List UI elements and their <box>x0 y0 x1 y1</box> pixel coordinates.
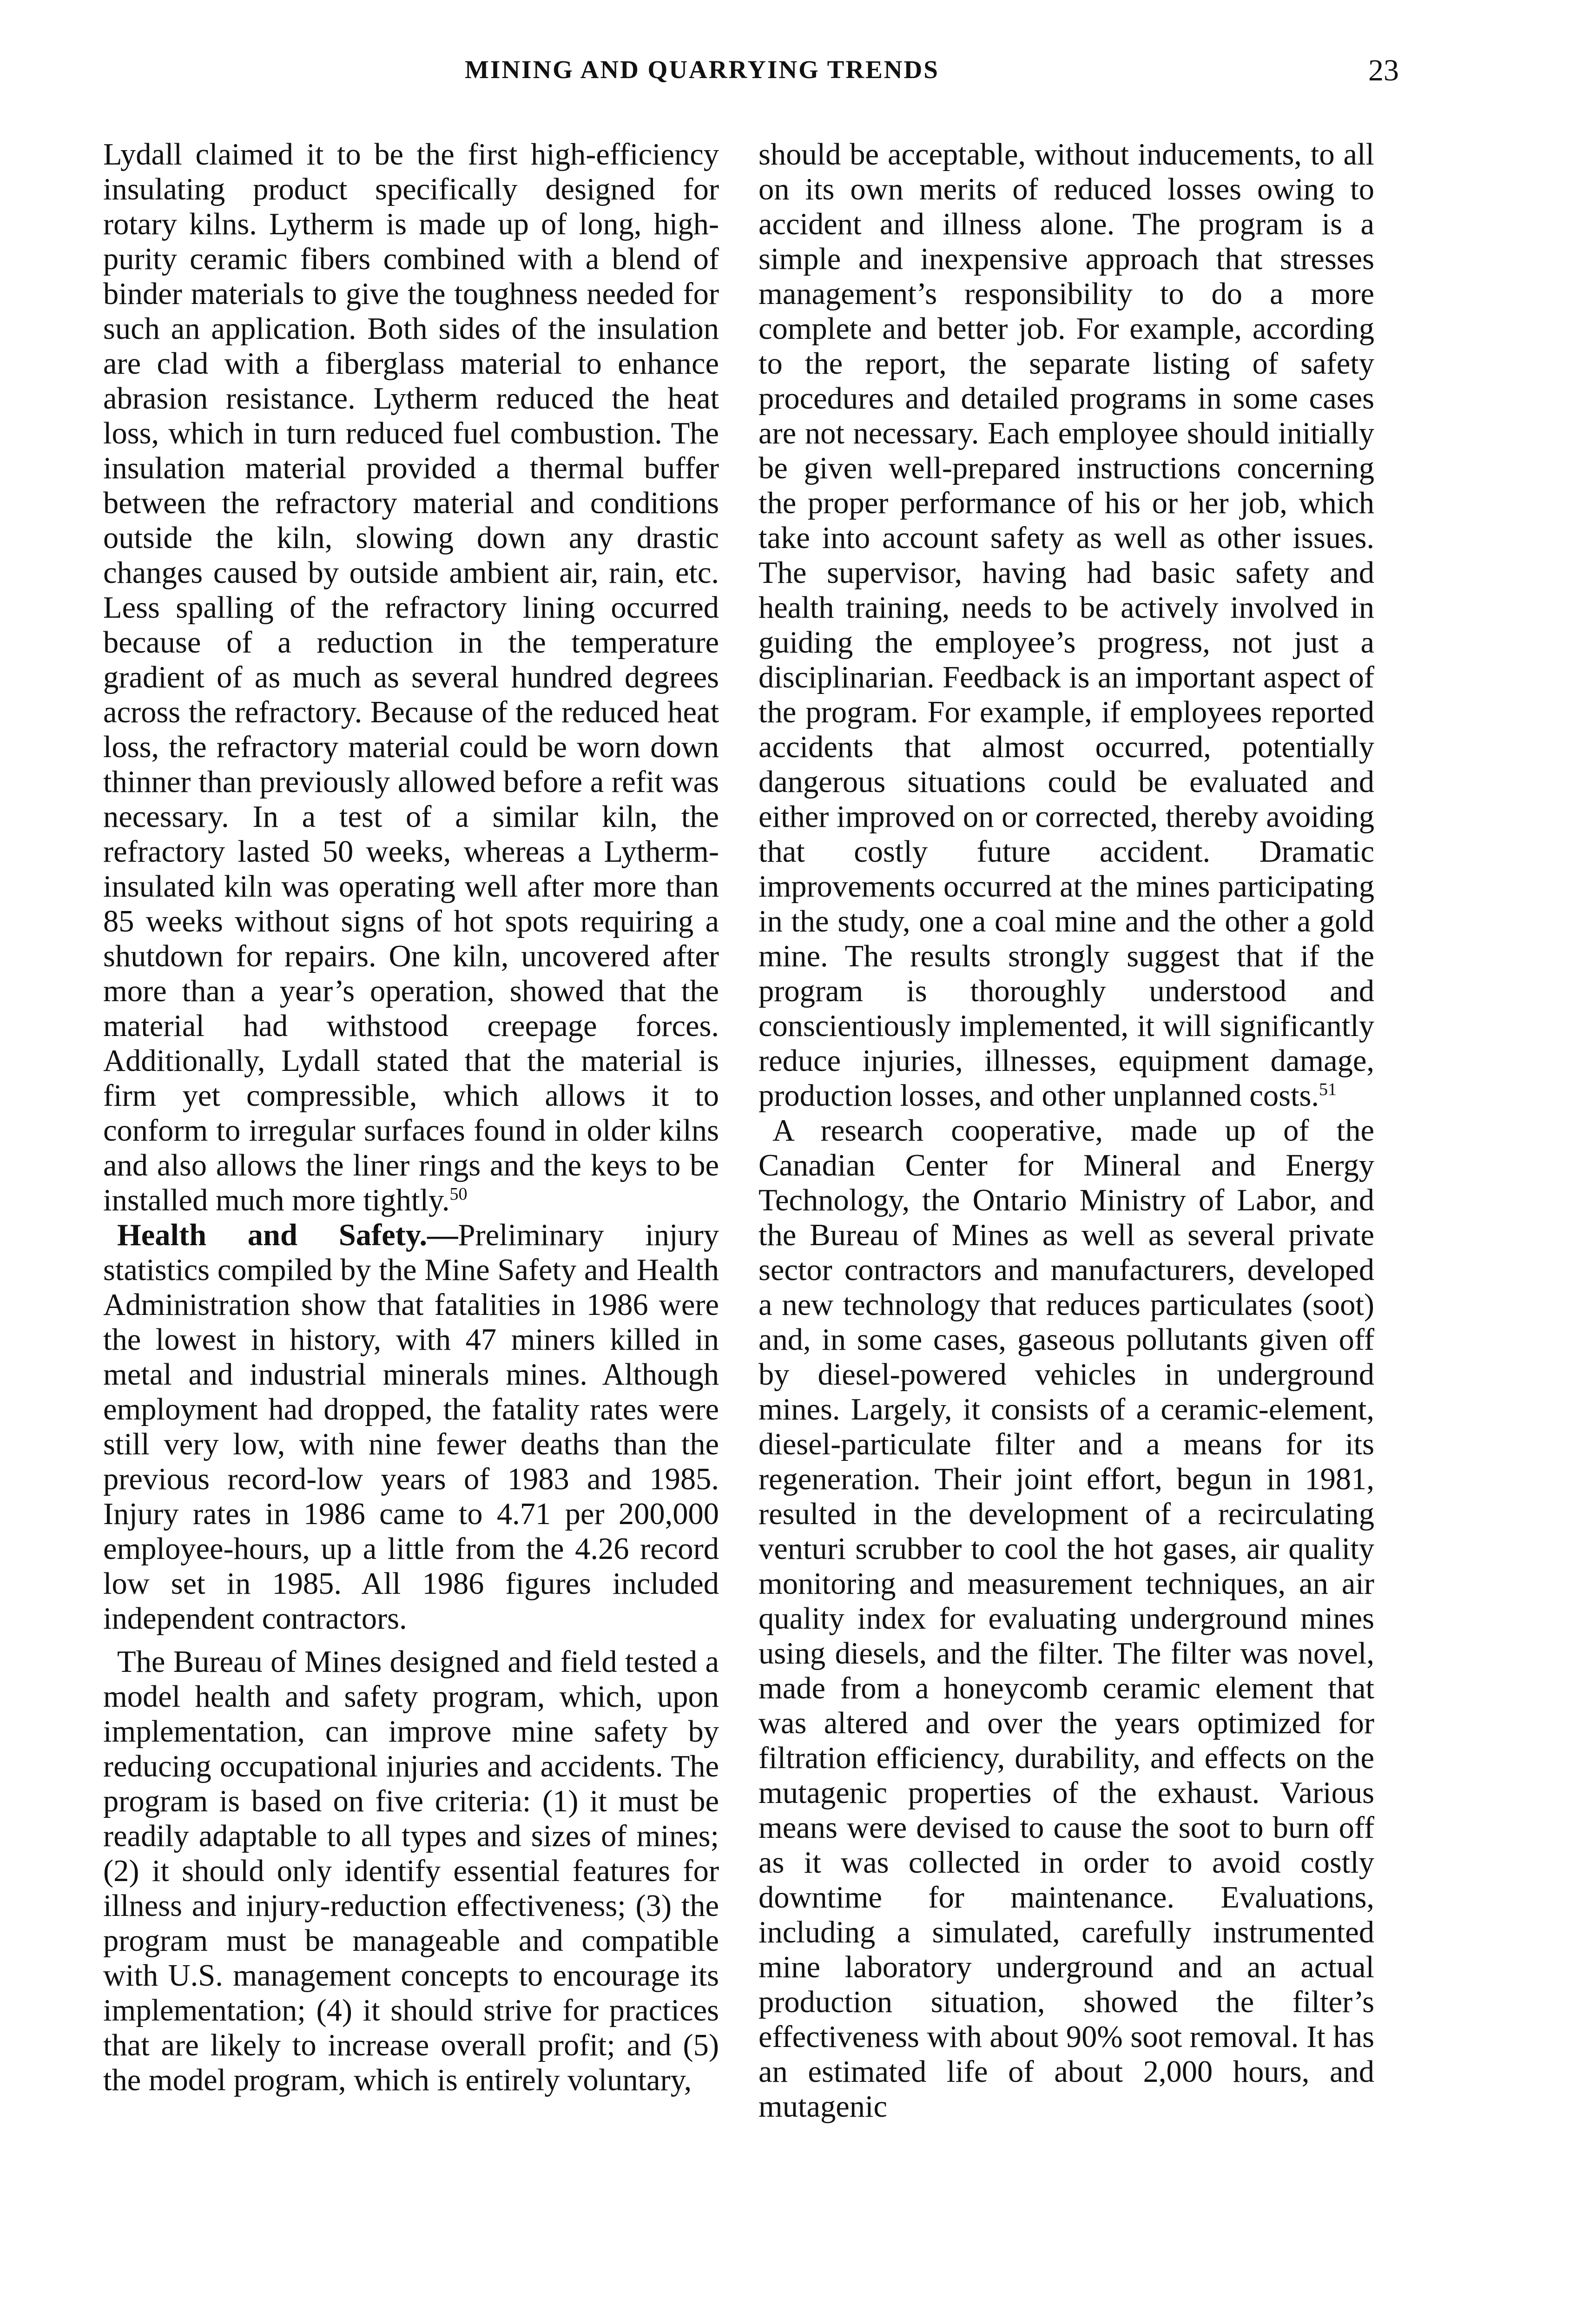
paragraph-research-cooperative <box>758 1113 1374 2124</box>
paragraph-health-safety <box>103 1218 719 1636</box>
running-title: MINING AND QUARRYING TRENDS <box>465 55 939 84</box>
paragraph-text: should be acceptable, without inducements, to all on its own merits of reduced losses owing to accident and illness alone. The program is a simple and inexpensive approach that stresses management’s responsibility to do a more complete and better job. For example, according to the report, the separate listing of safety procedures and detailed programs in some cases are not necessary. Each employee should initially be given well-prepared instructions concerning the proper performance of his or her job, which take into account safety as well as other issues. The supervisor, having had basic safety and health training, needs to be actively involved in guiding the employee’s progress, not just a disciplinarian. Feedback is an important aspect of the program. For example, if employees reported accidents that almost occurred, potentially dangerous situations could be evaluated and either improved on or corrected, thereby avoiding that costly future accident. Dramatic improvements occurred at the mines participating in the study, one a coal mine and the other a gold mine. The results strongly suggest that if the program is thoroughly understood and conscientiously implemented, it will significantly reduce injuries, illnesses, equipment damage, production losses, and other unplanned costs. <box>758 138 1374 1113</box>
left-column <box>103 137 719 2098</box>
page-number: 23 <box>1368 53 1399 87</box>
paragraph-program-continued <box>758 137 1374 1113</box>
paragraph-text: The Bureau of Mines designed and field tested a model health and safety program, which, upon implementation, can improve mine safety by reducing occupational injuries and accidents. The program is based on five criteria: (1) it must be readily adaptable to all types and sizes of mines; (2) it should only identify essential features for illness and injury-reduction effectiveness; (3) the program must be manageable and compatible with U.S. management concepts to encourage its implementation; (4) it should strive for practices that are likely to increase overall profit; and (5) the model program, which is entirely voluntary, <box>103 1645 719 2097</box>
paragraph-text: Preliminary injury statistics compiled by the Mine Safety and Health Administration show that fatalities in 1986 were the lowest in history, with 47 miners killed in metal and industrial minerals mines. Although employment had dropped, the fatality rates were still very low, with nine fewer deaths than the previous record-low years of 1983 and 1985. Injury rates in 1986 came to 4.71 per 200,000 employee-hours, up a little from the 4.26 record low set in 1985. All 1986 figures included independent contractors. <box>103 1218 719 1636</box>
footnote-ref-50: 50 <box>449 1184 468 1204</box>
section-heading-health-safety: Health and Safety.— <box>117 1218 458 1252</box>
footnote-ref-51: 51 <box>1319 1079 1337 1099</box>
paragraph-text: A research cooperative, made up of the Canadian Center for Mineral and Energy Technology, the Ontario Ministry of Labor, and the Bureau of Mines as well as several private sector contractors and manufacturers, developed a new technology that reduces particulates (soot) and, in some cases, gaseous pollutants given off by diesel-powered vehicles in underground mines. Largely, it consists of a ceramic-element, diesel-particulate filter and a means for its regeneration. Their joint effort, begun in 1981, resulted in the development of a recirculating venturi scrubber to cool the hot gases, air quality monitoring and measurement techniques, an air quality index for evaluating underground mines using diesels, and the filter. The filter was novel, made from a honeycomb ceramic element that was altered and over the years optimized for filtration efficiency, durability, and effects on the mutagenic properties of the exhaust. Various means were devised to cause the soot to burn off as it was collected in order to avoid costly downtime for maintenance. Evaluations, including a simulated, carefully instrumented mine laboratory underground and an actual production situation, showed the filter’s effectiveness with about 90% soot removal. It has an estimated life of about 2,000 hours, and mutagenic <box>758 1114 1374 2124</box>
paragraph-bureau-program <box>103 1644 719 2098</box>
paragraph-kiln-insulation <box>103 137 719 1218</box>
paragraph-text: Lydall claimed it to be the first high-efficiency insulating product specifically designed for rotary kilns. Lytherm is made up of long, high-purity ceramic fibers combined with a blend of binder materials to give the toughness needed for such an application. Both sides of the insulation are clad with a fiberglass material to enhance abrasion resistance. Lytherm reduced the heat loss, which in turn reduced fuel combustion. The insulation material provided a thermal buffer between the refractory material and conditions outside the kiln, slowing down any drastic changes caused by outside ambient air, rain, etc. Less spalling of the refractory lining occurred because of a reduction in the temperature gradient of as much as several hundred degrees across the refractory. Because of the reduced heat loss, the refractory material could be worn down thinner than previously allowed before a refit was necessary. In a test of a similar kiln, the refractory lasted 50 weeks, whereas a Lytherm-insulated kiln was operating well after more than 85 weeks without signs of hot spots requiring a shutdown for repairs. One kiln, uncovered after more than a year’s operation, showed that the material had withstood creepage forces. Additionally, Lydall stated that the material is firm yet compressible, which allows it to conform to irregular surfaces found in older kilns and also allows the liner rings and the keys to be installed much more tightly. <box>103 138 719 1217</box>
running-header <box>98 55 1399 92</box>
right-column <box>758 137 1374 2124</box>
